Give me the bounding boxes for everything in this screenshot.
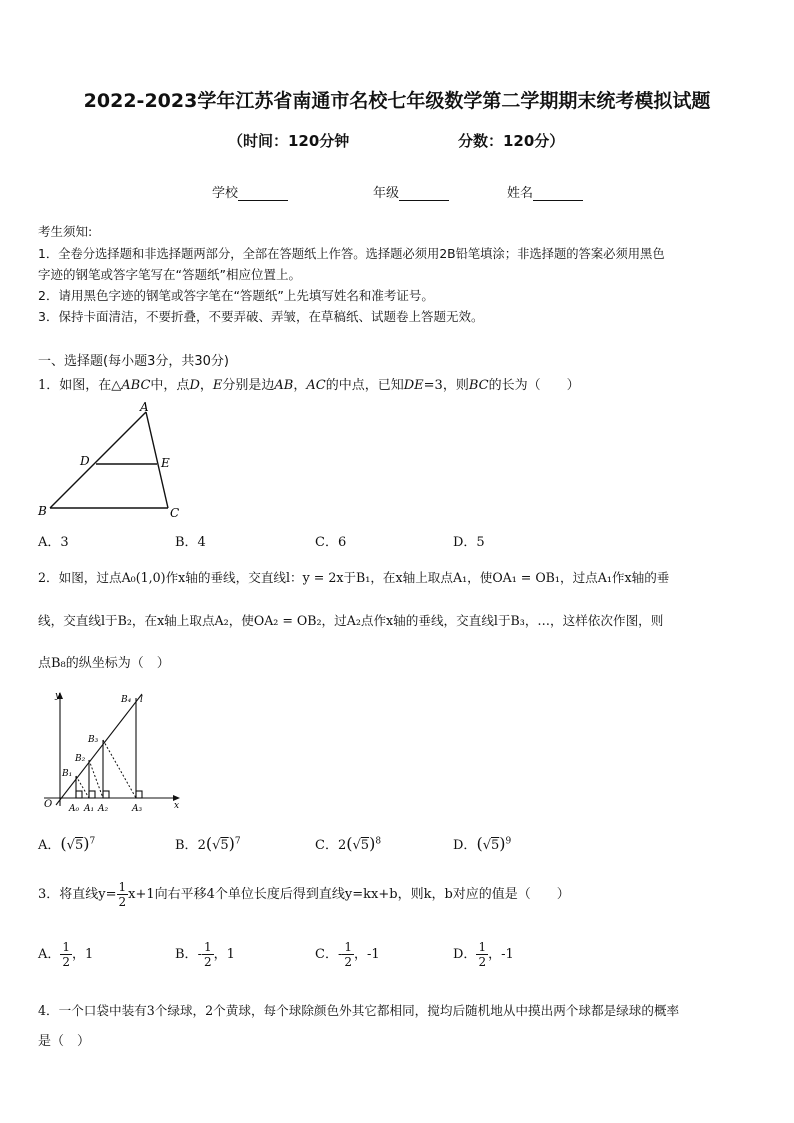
- radicand: 5: [74, 838, 84, 853]
- notice-item-1b: 字迹的钢笔或答字笔写在“答题纸”相应位置上。: [38, 267, 301, 282]
- q2-axis-y-label: y: [55, 691, 61, 701]
- notice-item-1: 1．全卷分选择题和非选择题两部分，全部在答题纸上作答。选择题必须用2B铅笔填涂；非选择题的答案必须用黑色: [38, 247, 665, 261]
- option-tail: ，-1: [488, 947, 514, 962]
- question-2-line-2: 线，交直线l于B₂，在x轴上取点A₂，使OA₂ = OB₂，过A₂点作x轴的垂线，交直线l于B₃，…，这样依次作图，则: [38, 613, 664, 628]
- fraction-numerator: 1: [62, 940, 71, 954]
- q1-side-ac: AC: [306, 378, 326, 393]
- exam-score: 分数：120分）: [458, 132, 565, 150]
- q2-option-d: D．$(√5)^9$: [453, 834, 512, 853]
- question-4-line-1: 4．一个口袋中装有3个绿球，2个黄球，每个球除颜色外其它都相同，搅均后随机地从中摸出两个球都是绿球的概率: [38, 1003, 680, 1018]
- q2-label-a2: A₂: [98, 804, 109, 814]
- name-blank: [533, 186, 583, 201]
- question-3: [38, 880, 570, 909]
- option-coef: 2: [197, 838, 206, 853]
- fraction-denominator: 2: [118, 895, 127, 909]
- option-fraction: [202, 940, 214, 969]
- option-tail: ，1: [72, 947, 94, 962]
- q1-label-a: A: [140, 400, 149, 414]
- notice-heading: 考生须知:: [38, 224, 93, 239]
- option-sign: -: [197, 947, 202, 962]
- q2-label-a1: A₁: [84, 804, 95, 814]
- radicand: 5: [360, 838, 370, 853]
- question-4-line-2: 是（ ）: [38, 1034, 91, 1049]
- q1-label-d: D: [80, 454, 90, 468]
- fraction-denominator: 2: [344, 955, 352, 969]
- q3-option-c: [315, 940, 380, 969]
- option-letter: C．: [315, 838, 338, 853]
- grade-field: [373, 182, 449, 201]
- notice-item-2: 2．请用黑色字迹的钢笔或答字笔在“答题纸”上先填写姓名和准考证号。: [38, 288, 434, 303]
- option-tail: ，-1: [354, 947, 380, 962]
- option-letter: A．: [38, 838, 61, 853]
- option-exponent: 7: [89, 836, 96, 847]
- q2-label-b3: B₃: [88, 735, 99, 745]
- fraction-numerator: 1: [203, 940, 212, 954]
- q2-label-b2: B₂: [75, 754, 86, 764]
- q1-text: 分别是边: [222, 378, 275, 393]
- exam-time: （时间：120分钟: [228, 132, 350, 150]
- q1-text: 中，点: [150, 378, 190, 393]
- option-exponent: 7: [234, 836, 241, 847]
- question-2-line-1: 2．如图，过点A₀(1,0)作x轴的垂线，交直线l：y = 2x于B₁，在x轴上取点A₁，使OA₁ = OB₁，过点A₁作x轴的垂: [38, 570, 670, 585]
- q2-axis-x-label: x: [174, 801, 180, 811]
- q1-text: 的中点，已知: [325, 378, 404, 393]
- fraction-denominator: 2: [478, 955, 487, 969]
- fraction-denominator: 2: [62, 955, 71, 969]
- grade-blank: [399, 186, 449, 201]
- q1-option-b: B．4: [175, 535, 206, 550]
- option-letter: A．: [38, 947, 61, 962]
- name-label: 姓名: [507, 186, 534, 201]
- q1-label-c: C: [170, 506, 180, 520]
- q2-label-a0: A₀: [69, 804, 80, 814]
- option-sign: -: [337, 947, 343, 962]
- section-heading: 一、选择题(每小题3分，共30分): [38, 354, 229, 369]
- option-fraction: [342, 940, 354, 969]
- page-title: 2022-2023学年江苏省南通市名校七年级数学第二学期期末统考模拟试题: [83, 90, 711, 112]
- q2-label-b4: B₄: [121, 695, 132, 705]
- option-coef: 2: [337, 838, 347, 853]
- q1-option-a: A．3: [38, 535, 69, 550]
- option-fraction: [60, 940, 72, 969]
- option-letter: D．: [453, 838, 477, 853]
- q1-text: ，: [199, 378, 213, 393]
- q1-text: ，: [293, 378, 307, 393]
- q1-point-e: E: [212, 378, 223, 393]
- q1-label-e: E: [161, 456, 170, 470]
- q3-text: x+1向右平移4个单位长度后得到直线y=kx+b，则k，b对应的值是（ ）: [128, 887, 570, 902]
- q1-side-ab: AB: [274, 378, 294, 393]
- q1-text: =3，则: [423, 378, 469, 393]
- q2-option-c: C．$2(√5)^8$: [315, 834, 382, 853]
- q1-text: 1．如图，在△: [38, 378, 122, 393]
- q1-text: 的长为（ ）: [488, 378, 580, 393]
- school-field: [212, 182, 288, 201]
- q2-option-b: B．$2(√5)^7$: [175, 834, 241, 853]
- q2-label-a3: A₃: [132, 804, 143, 814]
- option-exponent: 9: [505, 836, 512, 847]
- q1-point-d: D: [189, 378, 200, 393]
- school-blank: [238, 186, 288, 201]
- q1-segment-de: DE: [403, 378, 424, 393]
- q2-label-b1: B₁: [62, 769, 73, 779]
- notice-item-3: 3．保持卡面清洁，不要折叠，不要弄破、弄皱，在草稿纸、试题卷上答题无效。: [38, 309, 484, 324]
- q1-option-c: C．6: [315, 535, 347, 550]
- q1-side-bc: BC: [468, 378, 489, 393]
- option-letter: B．: [175, 947, 198, 962]
- fraction-numerator: 1: [118, 880, 127, 894]
- option-exponent: 8: [375, 836, 382, 847]
- q3-option-d: [453, 940, 514, 969]
- q1-label-b: B: [38, 504, 47, 518]
- q3-text: 3．将直线y=: [38, 887, 117, 902]
- q3-fraction: [117, 880, 129, 909]
- q2-line-l-label: l: [140, 695, 143, 705]
- question-1: [38, 374, 580, 393]
- radicand: 5: [490, 838, 500, 853]
- fraction-denominator: 2: [203, 955, 212, 969]
- q2-option-a: A．$(√5)^7$: [38, 834, 96, 853]
- q1-triangle: ABC: [121, 378, 151, 393]
- radicand: 5: [220, 838, 229, 853]
- q1-triangle-figure: [30, 398, 190, 524]
- fraction-numerator: 1: [478, 940, 487, 954]
- school-label: 学校: [212, 186, 239, 201]
- option-letter: D．: [453, 947, 477, 962]
- q1-option-d: D．5: [453, 535, 485, 550]
- q3-option-b: [175, 940, 235, 969]
- grade-label: 年级: [373, 186, 400, 201]
- name-field: [507, 182, 583, 201]
- option-tail: ，1: [213, 947, 235, 962]
- question-2-line-3: 点B₈的纵坐标为（ ）: [38, 656, 170, 671]
- q2-origin-label: O: [44, 799, 53, 810]
- option-letter: C．: [315, 947, 338, 962]
- q2-geometric-sequence-figure: [34, 688, 194, 816]
- option-letter: B．: [175, 838, 198, 853]
- q3-option-a: [38, 940, 93, 969]
- fraction-numerator: 1: [344, 940, 352, 954]
- option-fraction: [476, 940, 488, 969]
